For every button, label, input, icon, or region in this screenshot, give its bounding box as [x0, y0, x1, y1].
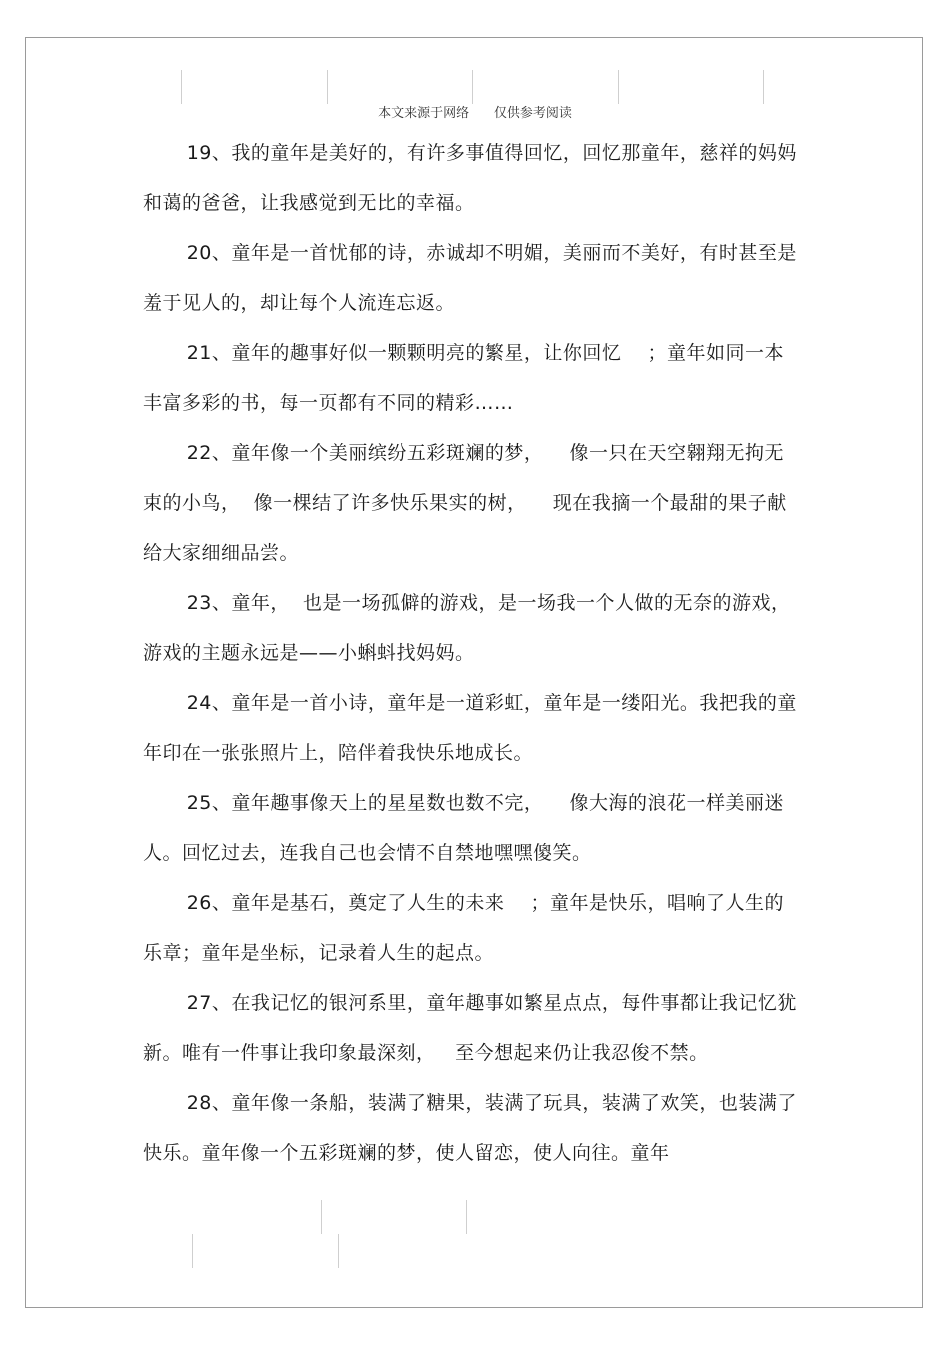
guide-tick	[338, 1234, 339, 1268]
guide-tick	[618, 70, 619, 104]
paragraph-24: 24、童年是一首小诗，童年是一道彩虹，童年是一缕阳光。我把我的童年印在一张张照片上，陪伴着我快乐地成长。	[143, 692, 797, 764]
guide-tick	[763, 70, 764, 104]
guide-tick	[321, 1200, 322, 1234]
guide-tick	[472, 70, 473, 104]
guide-tick	[466, 1200, 467, 1234]
paragraph-20: 20、童年是一首忧郁的诗，赤诚却不明媚，美丽而不美好，有时甚至是羞于见人的，却让每个人流连忘返。	[143, 242, 797, 314]
paragraph-26: 26、童年是基石，奠定了人生的未来 ；童年是快乐，唱响了人生的乐章；童年是坐标，记录着人生的起点。	[143, 892, 785, 964]
paragraph-25: 25、童年趣事像天上的星星数也数不完， 像大海的浪花一样美丽迷人。回忆过去，连我自己也会情不自禁地嘿嘿傻笑。	[143, 792, 785, 864]
header-note: 本文来源于网络 仅供参考阅读	[378, 106, 572, 121]
paragraph-27: 27、在我记忆的银河系里，童年趣事如繁星点点，每件事都让我记忆犹新。唯有一件事让我印象最深刻， 至今想起来仍让我忍俊不禁。	[143, 992, 797, 1064]
paragraph-23: 23、童年， 也是一场孤僻的游戏，是一场我一个人做的无奈的游戏，游戏的主题永远是——小蝌蚪找妈妈。	[143, 592, 791, 664]
document-body	[143, 128, 803, 1178]
paragraph-19: 19、我的童年是美好的，有许多事值得回忆，回忆那童年，慈祥的妈妈和蔼的爸爸，让我感觉到无比的幸福。	[143, 142, 797, 214]
paragraph-22: 22、童年像一个美丽缤纷五彩斑斓的梦， 像一只在天空翱翔无拘无束的小鸟， 像一棵结了许多快乐果实的树， 现在我摘一个最甜的果子献给大家细细品尝。	[143, 442, 787, 564]
guide-tick	[181, 70, 182, 104]
guide-tick	[327, 70, 328, 104]
paragraph-28: 28、童年像一条船，装满了糖果，装满了玩具，装满了欢笑，也装满了快乐。童年像一个五彩斑斓的梦，使人留恋，使人向往。童年	[143, 1092, 797, 1164]
paragraph-21: 21、童年的趣事好似一颗颗明亮的繁星，让你回忆 ；童年如同一本丰富多彩的书，每一页都有不同的精彩……	[143, 342, 785, 414]
guide-tick	[192, 1234, 193, 1268]
